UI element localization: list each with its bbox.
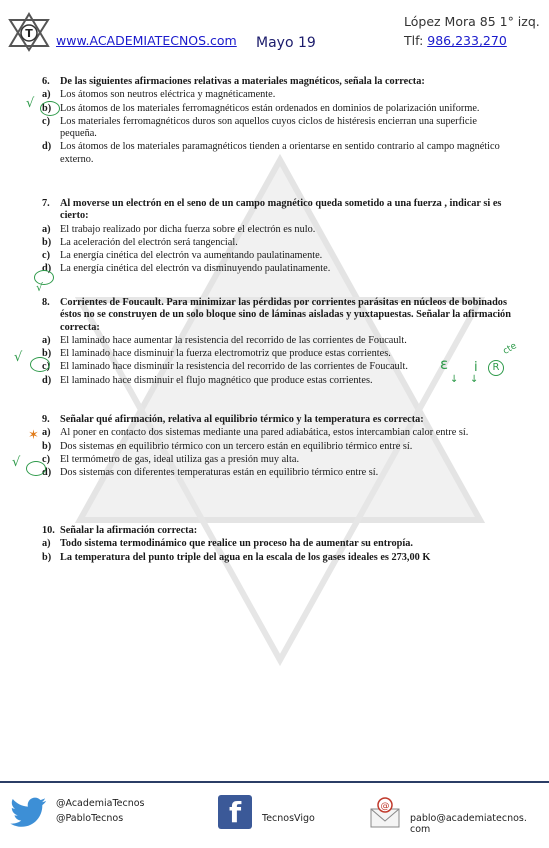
option-letter: b) [42, 440, 52, 452]
option-b[interactable] [42, 552, 512, 564]
option-text: La energía cinética del electrón va aumentando paulatinamente. [60, 250, 323, 262]
option-text: Los materiales ferromagnéticos duros son aquellos cuyos ciclos de histéresis encierran una superficie pequeña. [60, 115, 477, 140]
logo-star-icon [8, 12, 50, 52]
handwritten-current: i [474, 360, 478, 375]
phone-line [404, 33, 507, 48]
option-c[interactable] [42, 250, 512, 262]
option-text: El laminado hace disminuir la resistencia del recorrido de las corrientes de Foucault. [60, 361, 408, 373]
handwritten-emf: ε [440, 355, 449, 373]
svg-text:@: @ [380, 801, 390, 812]
question-number: 9. [42, 414, 50, 425]
handwritten-constant: cte [501, 341, 519, 357]
question-stem: Señalar qué afirmación, relativa al equilibrio térmico y la temperatura es correcta: [60, 414, 424, 425]
question-stem: Corrientes de Foucault. Para minimizar las pérdidas por corrientes parásitas en núcleos de bobinados éstos no se construyen de un solo bloque sino de láminas aisladas y yuxtapuestas. Señalar la afirmación correcta: [60, 297, 511, 333]
question-stem: Al moverse un electrón en el seno de un campo magnético queda sometido a una fuerza , indicar si es cierto: [60, 198, 502, 222]
option-text: Dos sistemas con diferentes temperaturas están en equilibrio térmico entre sí. [60, 467, 379, 479]
option-b[interactable] [42, 441, 512, 453]
svg-text:T: T [25, 27, 33, 40]
option-d[interactable] [42, 263, 512, 275]
option-a[interactable] [42, 224, 512, 236]
option-letter: d) [42, 141, 52, 153]
option-letter: a) [42, 223, 51, 235]
option-letter: b) [42, 236, 52, 248]
option-a[interactable] [42, 427, 512, 439]
option-text: El trabajo realizado por dicha fuerza sobre el electrón es nulo. [60, 223, 316, 235]
option-d[interactable] [42, 467, 512, 479]
checkmark-icon: √ [26, 96, 35, 111]
handwritten-resistance: R [488, 360, 504, 376]
option-text: Todo sistema termodinámico que realice un proceso ha de aumentar su entropía. [60, 538, 413, 550]
option-text: El laminado hace aumentar la resistencia del recorrido de las corrientes de Foucault. [60, 334, 407, 346]
option-text: El termómetro de gas, ideal utiliza gas a presión muy alta. [60, 453, 300, 465]
option-c[interactable] [42, 116, 512, 141]
option-b[interactable] [42, 237, 512, 249]
question-8 [42, 297, 512, 387]
facebook-page[interactable]: TecnosVigo [262, 813, 315, 824]
answer-circle-icon [40, 101, 60, 116]
checkmark-icon: √ [14, 350, 23, 365]
option-b[interactable] [42, 103, 512, 115]
option-letter: d) [42, 263, 52, 275]
option-letter: a) [42, 89, 51, 101]
option-letter: b) [42, 348, 52, 360]
facebook-icon[interactable]: f [218, 795, 252, 829]
option-text: El laminado hace disminuir el flujo magnético que produce estas corrientes. [60, 374, 373, 386]
option-letter: c) [42, 361, 50, 373]
question-number: 6. [42, 76, 50, 87]
option-text: Los átomos son neutros eléctrica y magnéticamente. [60, 89, 276, 101]
option-a[interactable] [42, 538, 512, 550]
address: López Mora 85 1° izq. [404, 14, 540, 29]
phone-number[interactable]: 986,233,270 [427, 33, 507, 48]
document-date: Mayo 19 [256, 35, 316, 51]
wrong-mark-icon: ✶ [28, 428, 39, 443]
question-7 [42, 198, 512, 276]
website-link[interactable]: www.ACADEMIATECNOS.com [56, 33, 237, 48]
option-letter: a) [42, 538, 51, 550]
option-text: Al poner en contacto dos sistemas mediante una pared adiabática, estos intercambian calor entre sí. [60, 427, 469, 439]
question-stem: De las siguientes afirmaciones relativas a materiales magnéticos, señala la correcta: [60, 76, 425, 87]
option-a[interactable] [42, 335, 512, 347]
option-d[interactable] [42, 141, 512, 166]
email-address[interactable]: pablo@academiatecnos. com [410, 813, 527, 835]
question-9 [42, 414, 512, 479]
option-letter: d) [42, 374, 52, 386]
option-text: Los átomos de los materiales ferromagnéticos están ordenados en dominios de polarización uniforme. [60, 102, 480, 114]
email-icon[interactable] [368, 797, 402, 829]
option-letter: b) [42, 551, 52, 563]
option-text: Dos sistemas en equilibrio térmico con un tercero están en equilibrio térmico entre sí. [60, 440, 413, 452]
option-a[interactable] [42, 89, 512, 101]
option-letter: d) [42, 467, 52, 479]
question-number: 7. [42, 198, 50, 209]
twitter-handle-pablo[interactable]: @PabloTecnos [56, 813, 124, 824]
question-number: 10. [42, 525, 55, 536]
option-letter: c) [42, 115, 50, 127]
option-letter: c) [42, 250, 50, 262]
checkmark-icon: √ [36, 281, 44, 294]
footer-divider [0, 781, 549, 783]
twitter-handle-academia[interactable]: @AcademiaTecnos [56, 798, 145, 809]
arrow-down-icon: ↓ [450, 374, 459, 385]
option-d[interactable] [42, 375, 512, 387]
question-number: 8. [42, 297, 50, 308]
option-letter: a) [42, 334, 51, 346]
option-letter: c) [42, 453, 50, 465]
arrow-down-icon: ↓ [470, 374, 479, 385]
question-stem: Señalar la afirmación correcta: [60, 525, 198, 536]
option-text: La temperatura del punto triple del agua en la escala de los gases ideales es 273,00 K [60, 551, 431, 563]
answer-circle-icon [26, 461, 46, 476]
option-text: La aceleración del electrón será tangencial. [60, 236, 238, 248]
checkmark-icon: √ [12, 455, 21, 470]
twitter-icon[interactable] [10, 797, 48, 829]
question-10 [42, 525, 512, 564]
option-text: Los átomos de los materiales paramagnéticos tienden a orientarse en sentido contrario al campo magnético externo. [60, 141, 500, 165]
answer-circle-icon [30, 357, 50, 372]
option-text: El laminado hace disminuir la fuerza electromotriz que produce estas corrientes. [60, 348, 391, 360]
question-6 [42, 76, 512, 166]
option-letter: a) [42, 427, 51, 439]
option-text: La energía cinética del electrón va disminuyendo paulatinamente. [60, 263, 331, 275]
option-c[interactable] [42, 454, 512, 466]
phone-label: Tlf: [404, 33, 424, 48]
option-letter: b) [42, 102, 52, 114]
